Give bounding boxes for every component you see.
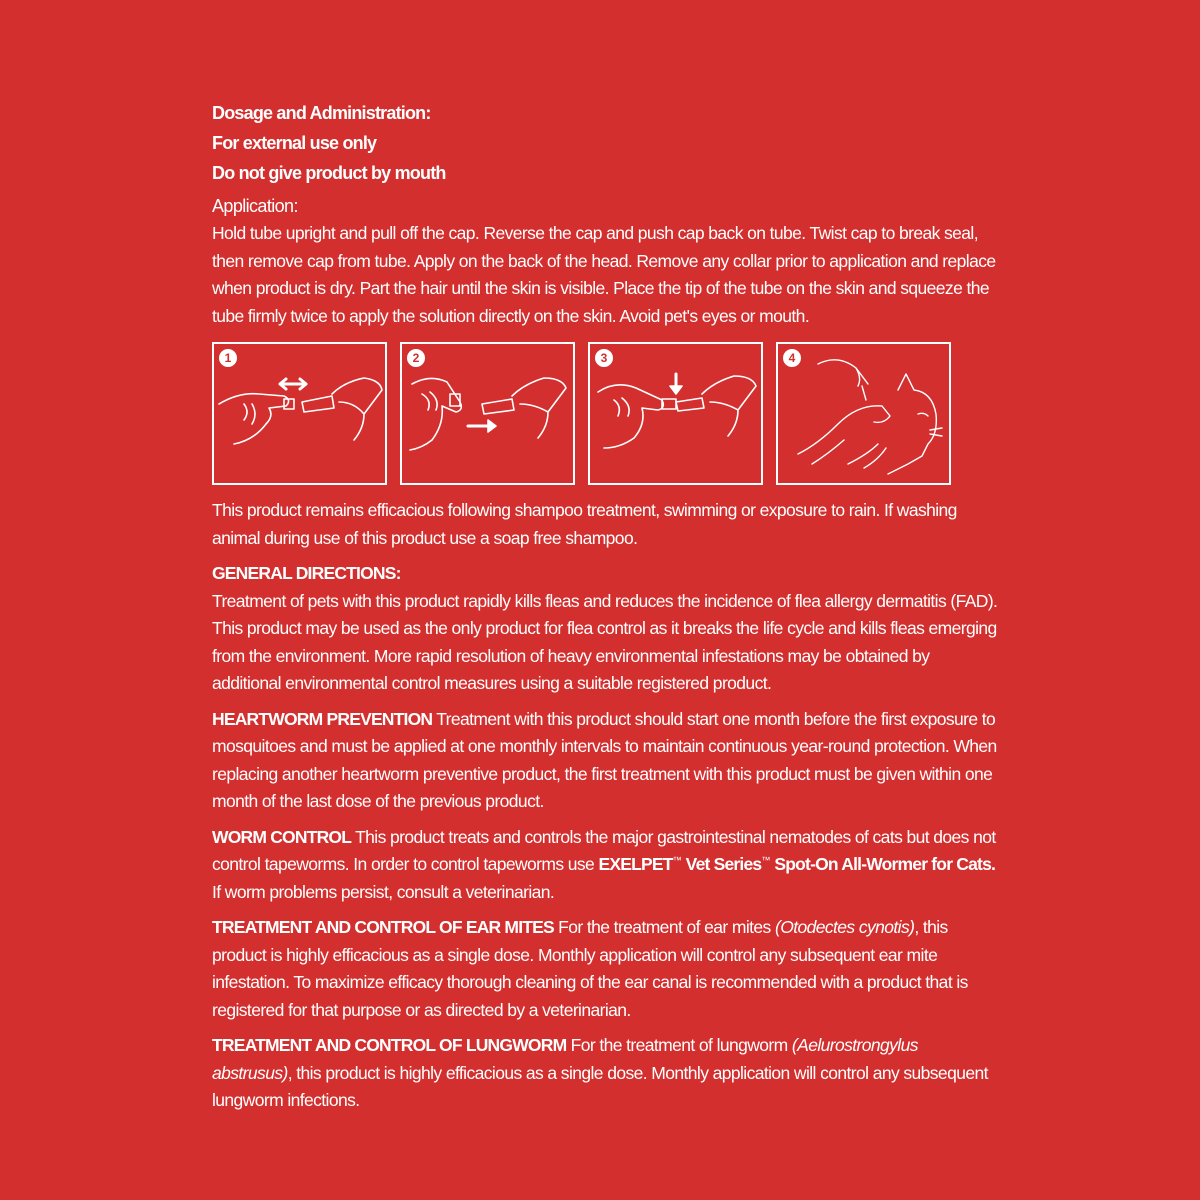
step-4-panel xyxy=(776,342,951,485)
ear-mites-body: For the treatment of ear mites xyxy=(553,917,775,937)
ear-mite-species: (Otodectes cynotis) xyxy=(774,917,915,937)
application-body: Hold tube upright and pull off the cap. Reverse the cap and push cap back on tube. Twist cap to break seal, then remove cap from tube. Apply on the back of the head. Remove any collar prior to application and replace when product is dry. Part the hair until the skin is visible. Place the tip of the tube on the skin and squeeze the tube firmly twice to apply the solution directly on the skin. Avoid pet's eyes or mouth. xyxy=(212,223,996,326)
step-1-panel xyxy=(212,342,387,485)
heartworm-heading: HEARTWORM PREVENTION xyxy=(212,708,433,729)
lungworm-body: For the treatment of lungworm xyxy=(566,1035,792,1055)
shampoo-note: This product remains efficacious following shampoo treatment, swimming or exposure to rain. If washing animal during use of this product use a soap free shampoo. xyxy=(212,500,957,548)
ear-mites-section xyxy=(212,914,1002,1024)
push-cap-illustration-icon xyxy=(590,344,761,483)
lungworm-section xyxy=(212,1032,1002,1115)
step-1-number: 1 xyxy=(219,349,237,367)
brand-name: EXELPET xyxy=(598,854,673,874)
apply-to-cat-illustration-icon xyxy=(778,344,949,483)
lungworm-heading: TREATMENT AND CONTROL OF LUNGWORM xyxy=(212,1035,567,1055)
worm-control-heading: WORM CONTROL xyxy=(212,826,352,847)
series-name: Vet Series xyxy=(681,854,762,874)
step-3-number: 3 xyxy=(595,349,613,367)
heartworm-section xyxy=(212,706,1002,816)
application-heading: Application: xyxy=(212,196,298,216)
trademark-symbol: ™ xyxy=(761,855,771,866)
step-2-panel xyxy=(400,342,575,485)
worm-control-advice: If worm problems persist, consult a veterinarian. xyxy=(212,881,555,902)
ear-mites-body-cont: , this product is highly efficacious as a single dose. Monthly application will control any subsequent ear mite infestation. To maximize efficacy thorough cleaning of the ear canal is recommended with a product that is registered for that purpose or as directed by a veterinarian. xyxy=(212,917,968,1020)
ear-mites-heading: TREATMENT AND CONTROL OF EAR MITES xyxy=(212,917,554,937)
oral-warning: Do not give product by mouth xyxy=(212,163,446,183)
application-steps xyxy=(212,342,1002,485)
step-4-number: 4 xyxy=(783,349,801,367)
external-use-notice: For external use only xyxy=(212,133,377,153)
step-2-number: 2 xyxy=(407,349,425,367)
step-3-panel xyxy=(588,342,763,485)
dosage-heading: Dosage and Administration: xyxy=(212,103,431,123)
heartworm-body: Treatment with this product should start one month before the first exposure to mosquitoes and must be applied at one monthly intervals to maintain continuous year-round protection. When replacing another heartworm preventive product, the first treatment with this product must be given within one month of the last dose of the previous product. xyxy=(212,708,997,811)
wormer-product-name: Spot-On All-Wormer for Cats. xyxy=(770,854,996,874)
reverse-cap-illustration-icon xyxy=(402,344,573,483)
worm-control-section xyxy=(212,824,1002,907)
general-directions-heading: GENERAL DIRECTIONS: xyxy=(212,563,401,583)
general-directions-body: Treatment of pets with this product rapidly kills fleas and reduces the incidence of flea allergy dermatitis (FAD). This product may be used as the only product for flea control as it breaks the life cycle and kills fleas emerging from the environment. More rapid resolution of heavy environmental infestations may be obtained by additional environmental control measures using a suitable registered product. xyxy=(212,590,998,693)
instructions-text xyxy=(212,98,1002,1115)
pull-cap-illustration-icon xyxy=(214,344,385,483)
lungworm-body-cont: , this product is highly efficacious as a single dose. Monthly application will control any subsequent lungworm infections. xyxy=(212,1062,988,1110)
worm-control-body: This product treats and controls the major gastrointestinal nematodes of cats but does not control tapeworms. In order to control tapeworms use xyxy=(212,826,996,874)
lungworm-species: (Aelurostrongylus abstrusus) xyxy=(212,1035,918,1083)
trademark-symbol: ™ xyxy=(672,855,682,866)
